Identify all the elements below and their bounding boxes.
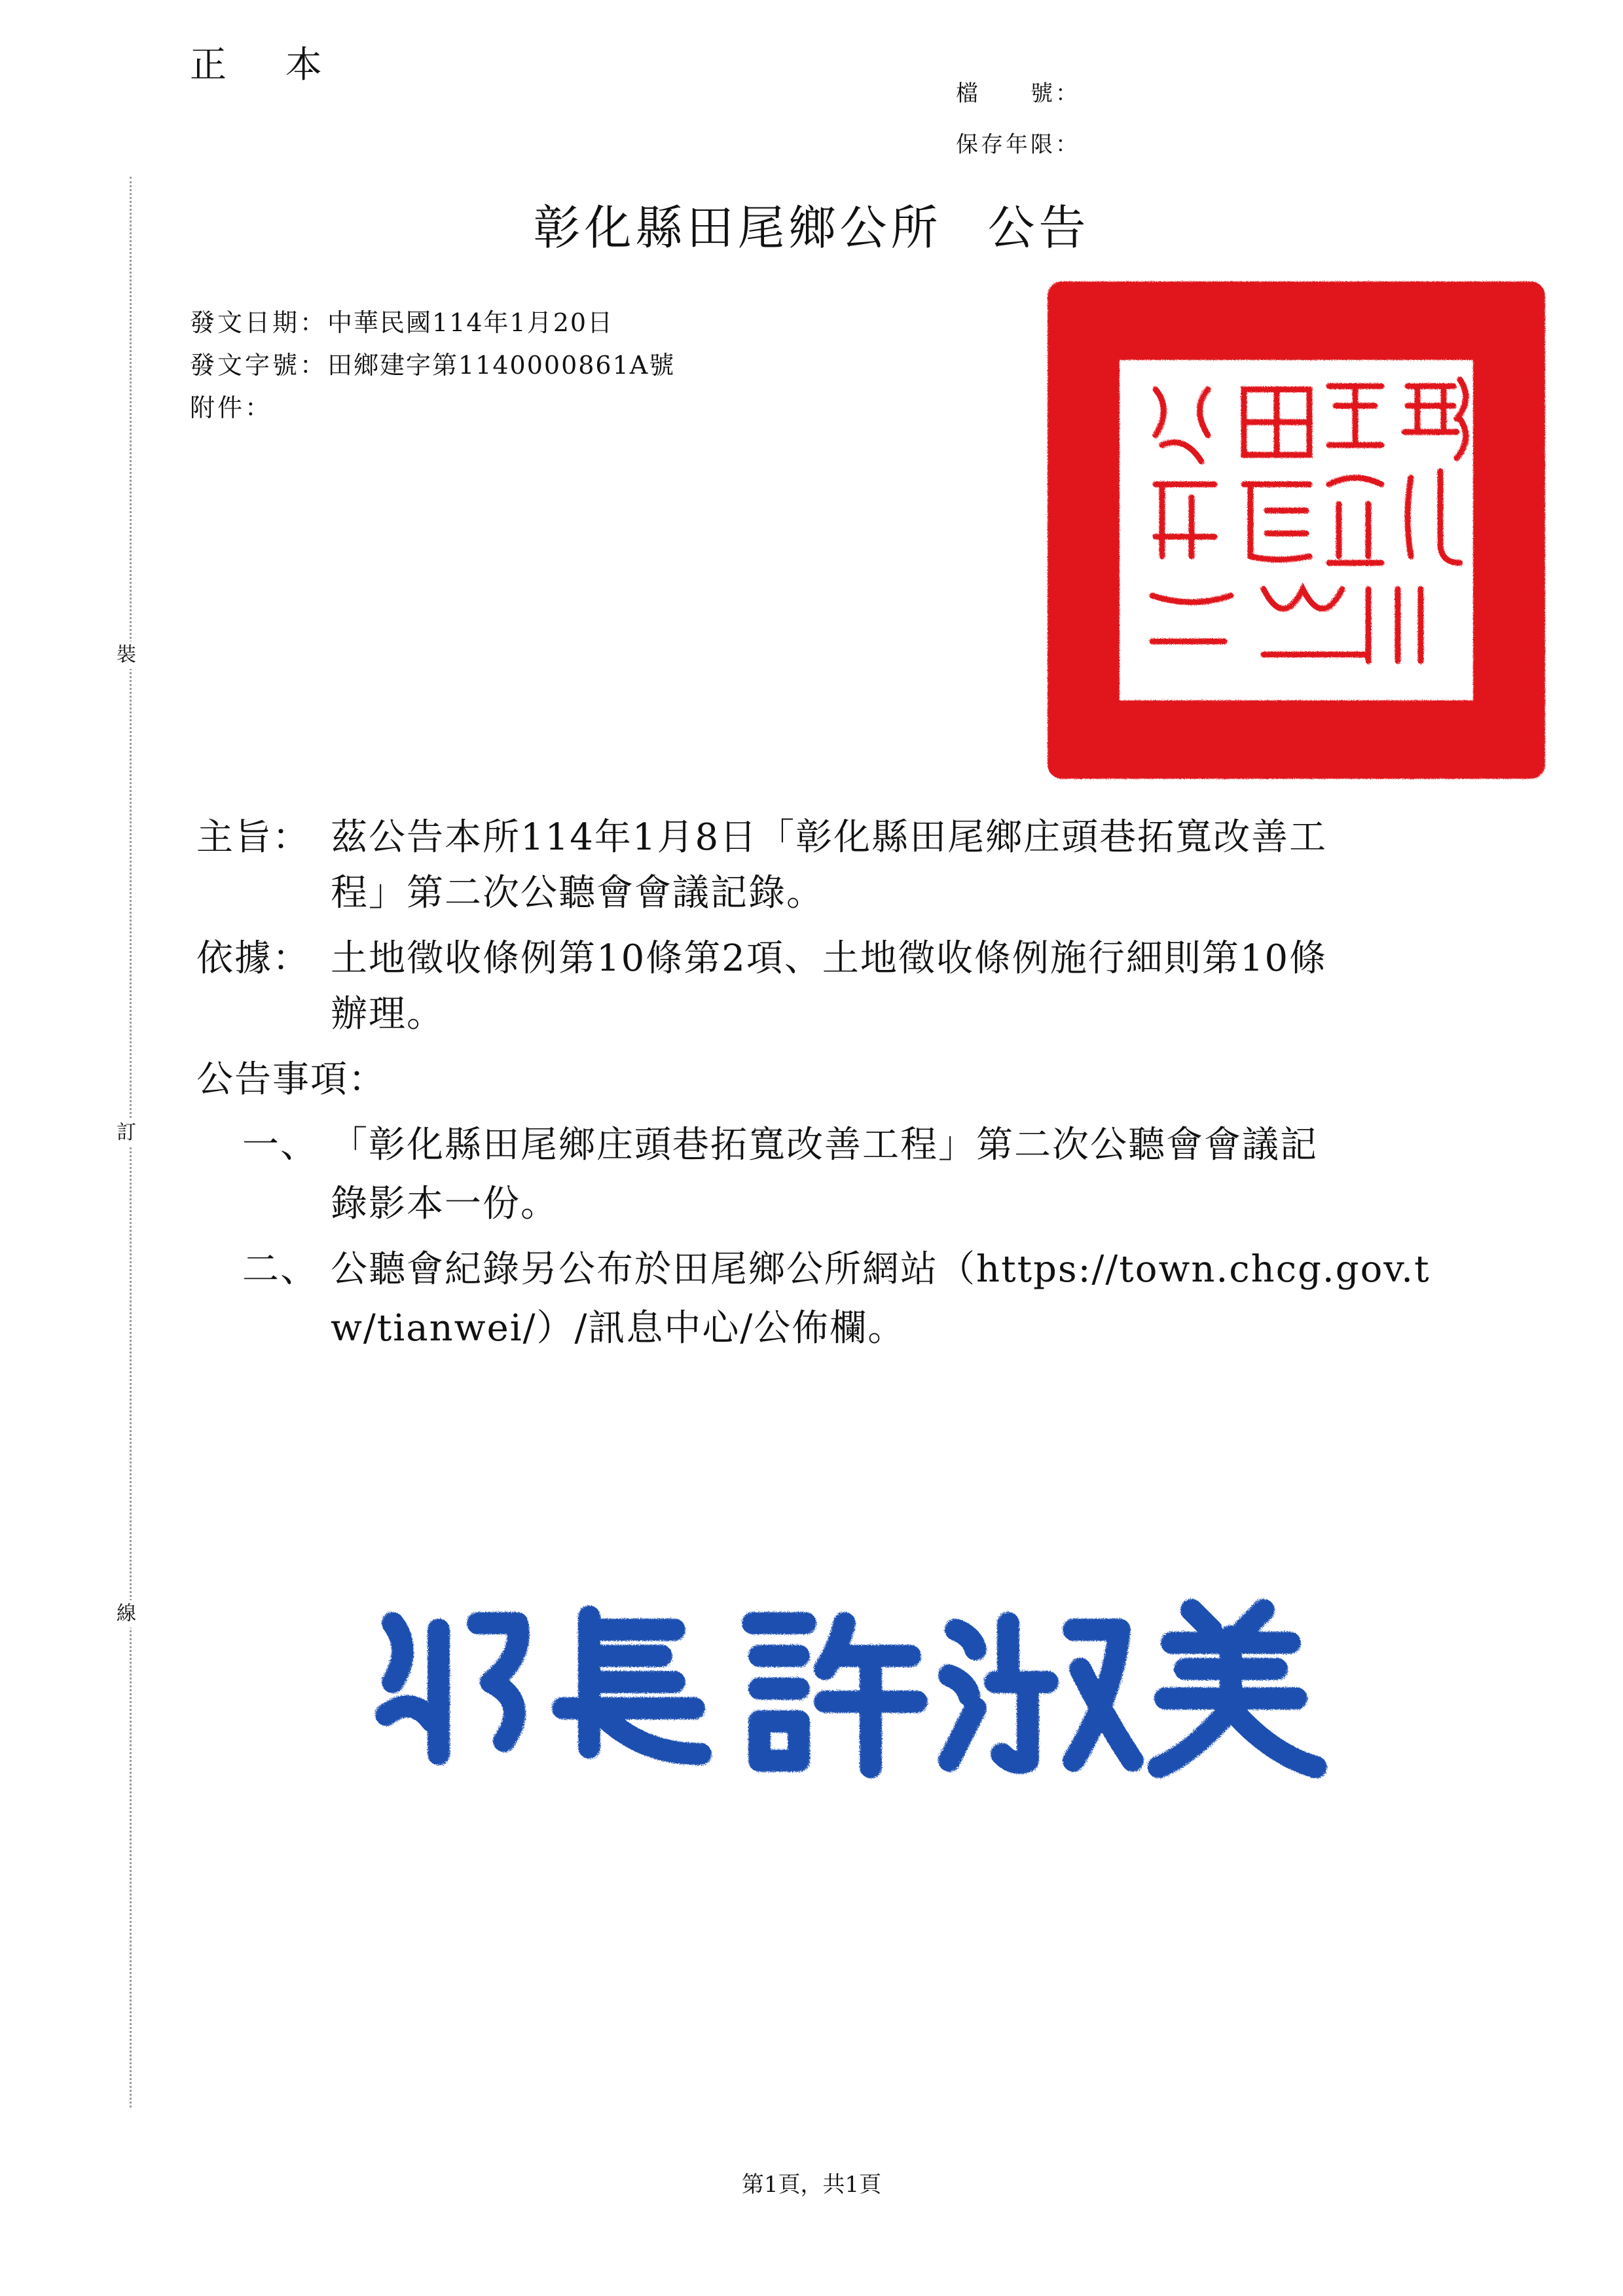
document-number-value: 田鄉建字第1140000861A號 — [327, 351, 676, 380]
attachment-label: 附件： — [190, 393, 273, 422]
mayor-signature-stamp — [367, 1584, 1336, 1780]
official-seal-stamp — [1041, 275, 1552, 785]
subject-line-2: 程」第二次公聽會會議記錄。 — [331, 872, 824, 914]
document-number-label: 發文字號： — [190, 351, 328, 380]
item-2-number: 二、 — [242, 1248, 318, 1291]
announcement-items-label: 公告事項： — [196, 1058, 386, 1101]
item-2-line-1: 公聽會紀錄另公布於田尾鄉公所網站（https://town.chcg.gov.t — [331, 1248, 1431, 1291]
page-number: 第1頁，共1頁 — [741, 2172, 882, 2198]
item-2-line-2: w/tianwei/）/訊息中心/公佈欄。 — [331, 1307, 906, 1350]
basis-label: 依據： — [196, 937, 310, 980]
item-1-line-1: 「彰化縣田尾鄉庄頭巷拓寬改善工程」第二次公聽會會議記 — [331, 1124, 1318, 1166]
binding-mark-zhuang: 裝 — [117, 641, 136, 669]
subject-line-1: 茲公告本所114年1月8日「彰化縣田尾鄉庄頭巷拓寬改善工 — [331, 816, 1328, 859]
attachment-field — [190, 387, 272, 423]
title-doc-type: 公告 — [987, 200, 1090, 255]
retention-period-label: 保存年限： — [956, 132, 1080, 158]
issue-date-field — [190, 302, 613, 338]
original-copy-mark: 正 本 — [190, 44, 346, 86]
basis-line-2: 辦理。 — [331, 993, 445, 1035]
binding-mark-ding: 訂 — [117, 1119, 136, 1147]
item-1-number: 一、 — [242, 1124, 318, 1166]
title-organization: 彰化縣田尾鄉公所 — [533, 200, 942, 255]
document-number-field — [190, 345, 675, 381]
issue-date-label: 發文日期： — [190, 308, 328, 337]
file-number-label: 檔 號： — [956, 81, 1080, 107]
subject-label: 主旨： — [196, 816, 310, 859]
document-title — [0, 190, 1623, 258]
item-1-line-2: 錄影本一份。 — [331, 1183, 558, 1225]
issue-date-value: 中華民國114年1月20日 — [327, 308, 614, 337]
binding-mark-xian: 線 — [117, 1600, 136, 1628]
basis-line-1: 土地徵收條例第10條第2項、土地徵收條例施行細則第10條 — [331, 937, 1328, 980]
